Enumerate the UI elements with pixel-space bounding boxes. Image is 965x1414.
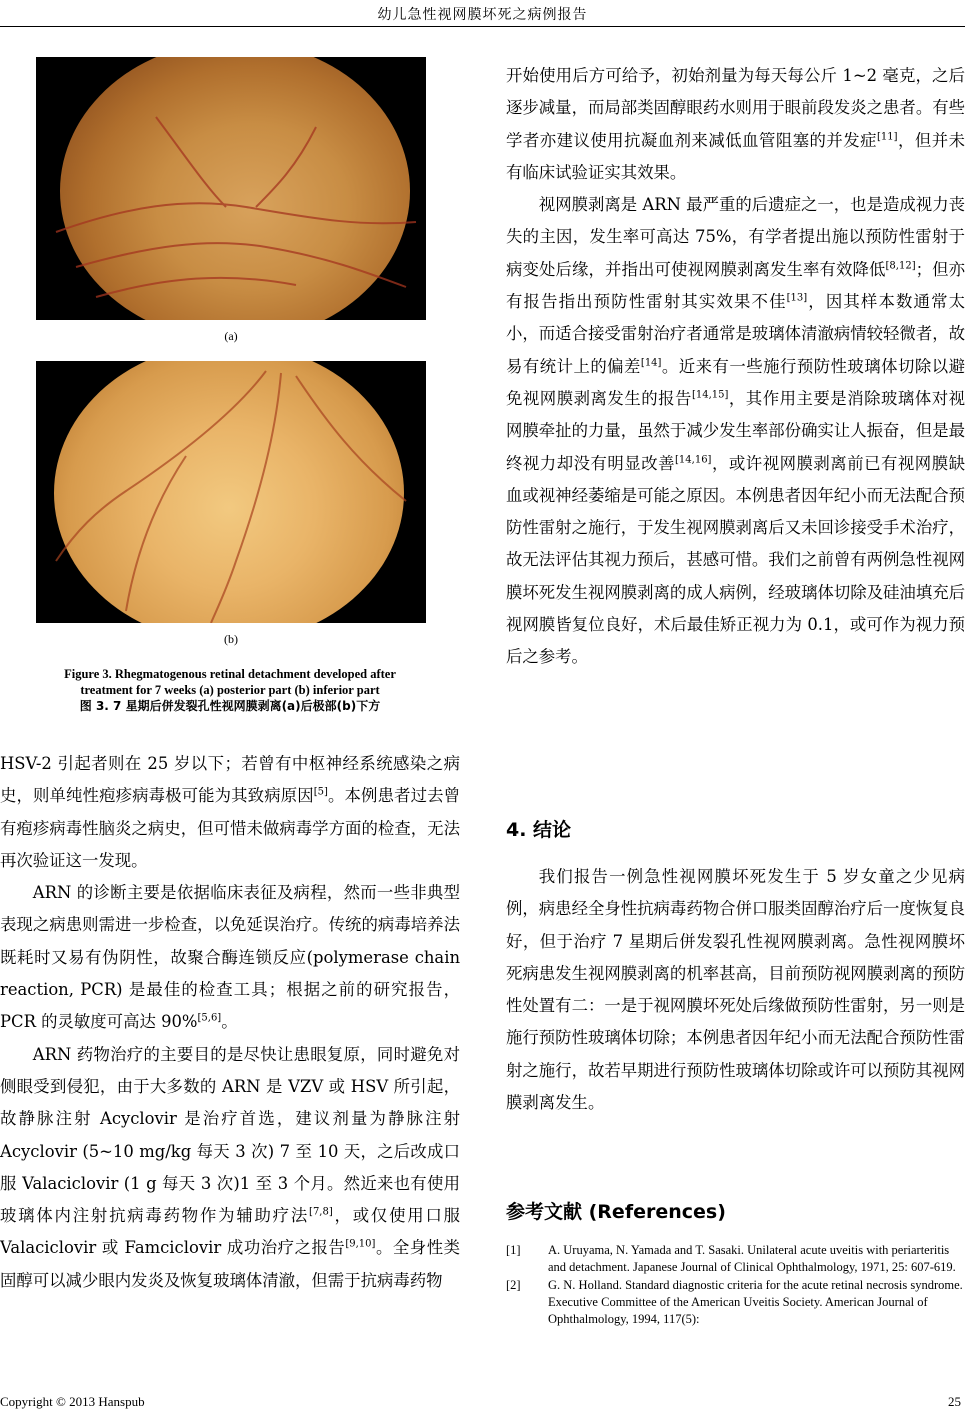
paragraph xyxy=(506,60,965,189)
reference-item xyxy=(506,1277,965,1328)
paragraph xyxy=(0,748,460,877)
copyright: Copyright © 2013 Hanspub xyxy=(0,1394,145,1409)
citation: [5,6] xyxy=(197,1012,222,1024)
reference-list xyxy=(506,1242,965,1329)
citation: [13] xyxy=(786,292,808,304)
right-column xyxy=(506,60,965,674)
caption-en-line1: Figure 3. Rhegmatogenous retinal detachment developed after xyxy=(64,667,396,681)
text-run: HSV-2 引起者则在 25 岁以下；若曾有中枢神经系统感染之病史，则单纯性疱疹病毒极可能为其致病原因 xyxy=(0,754,460,806)
text-run: 。近来有一些施行预防性玻璃体切除以避免视网膜剥离发生的报告 xyxy=(506,356,965,408)
reference-text: G. N. Holland. Standard diagnostic criteria for the acute retinal necrosis syndrome. Executive Committee of the American Uveitis Society. American Journal of Ophthalmology, 1994, 117(5): xyxy=(548,1278,963,1326)
references-heading: 参考文献 (References) xyxy=(506,1201,726,1223)
retinal-vessels-b xyxy=(36,361,426,623)
reference-number: [2] xyxy=(506,1278,521,1292)
citation: [8,12] xyxy=(885,260,916,272)
text-run: ARN 的诊断主要是依据临床表征及病程，然而一些非典型表现之病患则需进一步检查，以免延误治疗。传统的病毒培养法既耗时又易有伪阴性，故聚合酶连锁反应(polymerase chain reaction, PCR) 是最佳的检查工具；根据之前的研究报告，PCR 的灵敏度可高达 90% xyxy=(0,883,460,1032)
left-column xyxy=(0,748,460,1297)
page-number: 25 xyxy=(948,1394,961,1409)
section-heading-conclusion: 4. 结论 xyxy=(506,819,572,841)
figure-label-a: (a) xyxy=(224,329,238,343)
figure-label-b: (b) xyxy=(224,632,238,646)
caption-en-line2: treatment for 7 weeks (a) posterior part (b) inferior part xyxy=(80,683,380,697)
fundus-photo-a xyxy=(36,57,426,320)
text-run: ，或仅使用口服 Valaciclovir 或 Famciclovir 成功治疗之报告 xyxy=(0,1206,461,1258)
reference-number: [1] xyxy=(506,1243,521,1257)
text-run: ，或许视网膜剥离前已有视网膜缺血或视神经萎缩是可能之原因。本例患者因年纪小而无法配合预防性雷射之施行，于发生视网膜剥离后又未回诊接受手术治疗，故无法评估其视力预后，甚感可惜。我们之前曾有两例急性视网膜坏死发生视网膜剥离的成人病例，经玻璃体切除及硅油填充后视网膜皆复位良好，术后最佳矫正视力为 0.1，或可作为视力预后之参考。 xyxy=(506,453,965,667)
fundus-photo-b xyxy=(36,361,426,623)
caption-zh: 图 3. 7 星期后併发裂孔性视网膜剥离(a)后极部(b)下方 xyxy=(79,699,381,713)
paragraph xyxy=(506,189,965,673)
text-run: 。 xyxy=(221,1012,238,1032)
text-run: ，因其样本数通常太小，而适合接受雷射治疗者通常是玻璃体清澈病情较轻微者，故易有统计上的偏差 xyxy=(506,292,965,376)
conclusion-text xyxy=(506,861,965,1119)
reference-item xyxy=(506,1242,965,1276)
citation: [14,16] xyxy=(675,454,712,466)
text-run: 。本例患者过去曾有疱疹病毒性脑炎之病史，但可惜未做病毒学方面的检查，无法再次验证这一发现。 xyxy=(0,786,461,870)
citation: [11] xyxy=(877,131,898,143)
running-header: 幼儿急性视网膜坏死之病例报告 xyxy=(377,7,588,23)
paragraph: 我们报告一例急性视网膜坏死发生于 5 岁女童之少见病例，病患经全身性抗病毒药物合併口服类固醇治疗后一度恢复良好，但于治疗 7 星期后併发裂孔性视网膜剥离。急性视网膜坏死病患发生视网膜剥离的机率甚高，目前预防视网膜剥离的预防性处置有二：一是于视网膜坏死处后缘做预防性雷射，另一则是施行预防性玻璃体切除；本例患者因年纪小而无法配合预防性雷射之施行，故若早期进行预防性玻璃体切除或许可以预防其视网膜剥离发生。 xyxy=(506,867,965,1113)
figure-caption xyxy=(10,666,450,714)
text-run: ，其作用主要是消除玻璃体对视网膜牵扯的力量，虽然于减少发生率部份确实让人振奋，但是最终视力却没有明显改善 xyxy=(506,388,965,473)
paragraph xyxy=(0,877,460,1038)
text-run: 开始使用后方可给予，初始剂量为每天每公斤 1~2 毫克，之后逐步减量，而局部类固醇眼药水则用于眼前段发炎之患者。有些学者亦建议使用抗凝血剂来减低血管阻塞的并发症 xyxy=(506,66,965,150)
text-run: ；但亦有报告指出预防性雷射其实效果不佳 xyxy=(506,259,965,312)
text-run: 视网膜剥离是 ARN 最严重的后遗症之一，也是造成视力丧失的主因，发生率可高达 75%，有学者提出施以预防性雷射于病变处后缘，并指出可使视网膜剥离发生率有效降低 xyxy=(506,195,965,279)
text-run: 。全身性类固醇可以减少眼内发炎及恢复玻璃体清澈，但需于抗病毒药物 xyxy=(0,1238,461,1290)
text-run: ，但并未有临床试验证实其效果。 xyxy=(506,130,965,182)
citation: [5] xyxy=(313,786,328,798)
citation: [7,8] xyxy=(309,1206,333,1218)
citation: [14] xyxy=(640,357,662,369)
citation: [9,10] xyxy=(345,1238,376,1250)
text-run: ARN 药物治疗的主要目的是尽快让患眼复原，同时避免对侧眼受到侵犯，由于大多数的 ARN 是 VZV 或 HSV 所引起，故静脉注射 Acyclovir 是治疗首选，建议剂量为静脉注射 Acyclovir (5~10 mg/kg 每天 3 次) 7 至 10 天，之后改成口服 Valaciclovir (1 g 每天 3 次)1 至 3 个月。然近来也有使用玻璃体内注射抗病毒药物作为辅助疗法 xyxy=(0,1044,460,1226)
reference-text: A. Uruyama, N. Yamada and T. Sasaki. Unilateral acute uveitis with periarteritis and detachment. Japanese Journal of Clinical Ophthalmology, 1971, 25: 607-619. xyxy=(548,1243,956,1274)
retinal-vessels-a xyxy=(36,57,426,320)
paragraph xyxy=(0,1039,460,1297)
citation: [14,15] xyxy=(691,389,729,401)
header-rule xyxy=(0,26,965,27)
